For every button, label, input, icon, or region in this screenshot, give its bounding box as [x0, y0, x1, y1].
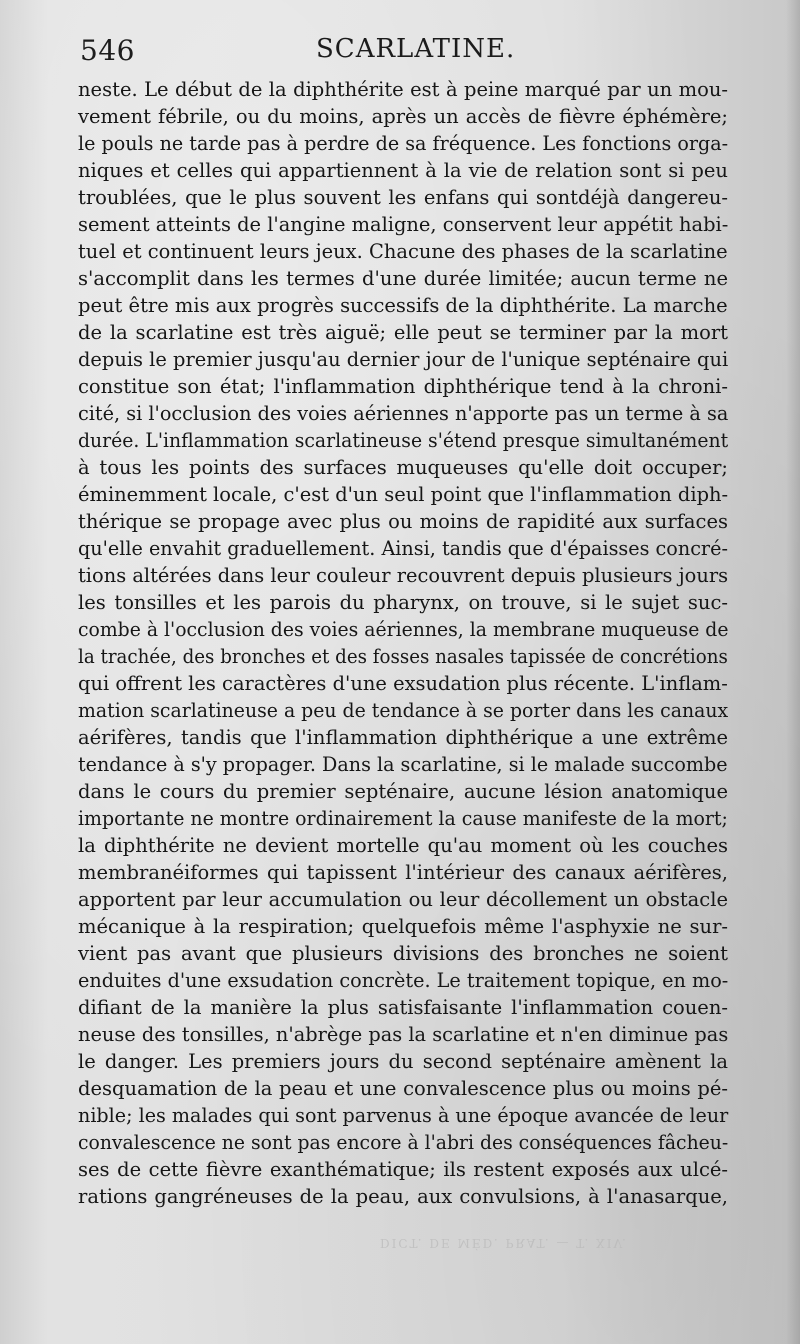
text-line: vient pas avant que plusieurs divisions des bronches ne soient [78, 942, 728, 965]
text-line: nible; les malades qui sont parvenus à une époque avancée de leur [78, 1104, 729, 1127]
text-line: à tous les points des surfaces muqueuses qu'elle doit occuper; [78, 456, 728, 479]
text-line: les tonsilles et les parois du pharynx, on trouve, si le sujet suc- [78, 591, 728, 614]
text-line: convalescence ne sont pas encore à l'abri des conséquences fâcheu- [78, 1131, 729, 1154]
page-edge-shadow [786, 0, 800, 1344]
text-line: tuel et continuent leurs jeux. Chacune des phases de la scarlatine [78, 240, 728, 263]
text-line: éminemment locale, c'est d'un seul point que l'inflammation diph- [78, 483, 729, 506]
page-number: 546 [80, 34, 135, 67]
text-line: sement atteints de l'angine maligne, conservent leur appétit habi- [78, 213, 729, 236]
text-line: s'accomplit dans les termes d'une durée limitée; aucun terme ne [78, 267, 728, 290]
text-line: dans le cours du premier septénaire, aucune lésion anatomique [78, 780, 728, 803]
text-line: combe à l'occlusion des voies aériennes, la membrane muqueuse de [78, 618, 729, 641]
text-line: enduites d'une exsudation concrète. Le traitement topique, en mo- [78, 969, 729, 992]
running-head-title: SCARLATINE. [316, 34, 516, 64]
text-line: de la scarlatine est très aiguë; elle peut se terminer par la mort [78, 321, 728, 344]
text-line: la diphthérite ne devient mortelle qu'au moment où les couches [78, 834, 728, 857]
text-line: peut être mis aux progrès successifs de la diphthérite. La marche [78, 294, 728, 317]
text-line: niques et celles qui appartiennent à la vie de relation sont si peu [78, 159, 728, 182]
text-line: rations gangréneuses de la peau, aux convulsions, à l'anasarque, [78, 1185, 728, 1208]
text-line: mation scarlatineuse a peu de tendance à se porter dans les canaux [78, 699, 729, 722]
text-line: troublées, que le plus souvent les enfans qui sontdéjà dangereu- [78, 186, 728, 209]
text-line: depuis le premier jusqu'au dernier jour de l'unique septénaire qui [78, 348, 729, 371]
text-line: apportent par leur accumulation ou leur décollement un obstacle [78, 888, 728, 911]
text-line: desquamation de la peau et une convalescence plus ou moins pé- [78, 1077, 728, 1100]
text-line: cité, si l'occlusion des voies aériennes n'apporte pas un terme à sa [78, 402, 729, 425]
text-line: vement fébrile, ou du moins, après un accès de fièvre éphémère; [78, 105, 728, 128]
text-line: qui offrent les caractères d'une exsudation plus récente. L'inflam- [78, 672, 728, 695]
text-line: le danger. Les premiers jours du second septénaire amènent la [78, 1050, 728, 1073]
text-line: neste. Le début de la diphthérite est à peine marqué par un mou- [78, 78, 728, 101]
text-line: le pouls ne tarde pas à perdre de sa fréquence. Les fonctions orga- [78, 132, 729, 155]
text-line: tendance à s'y propager. Dans la scarlatine, si le malade succombe [78, 753, 728, 776]
text-line: durée. L'inflammation scarlatineuse s'étend presque simultanément [78, 429, 729, 452]
text-line: membranéiformes qui tapissent l'intérieur des canaux aérifères, [78, 861, 728, 884]
body-text [78, 76, 728, 1210]
text-line: difiant de la manière la plus satisfaisante l'inflammation couen- [78, 996, 728, 1019]
text-line: thérique se propage avec plus ou moins de rapidité aux surfaces [78, 510, 728, 533]
text-line: la trachée, des bronches et des fosses nasales tapissée de concrétions [78, 645, 728, 668]
text-line: importante ne montre ordinairement la cause manifeste de la mort; [78, 807, 728, 830]
text-line: constitue son état; l'inflammation diphthérique tend à la chroni- [78, 375, 728, 398]
text-line: ses de cette fièvre exanthématique; ils restent exposés aux ulcé- [78, 1158, 728, 1181]
text-line: mécanique à la respiration; quelquefois même l'asphyxie ne sur- [78, 915, 728, 938]
text-line: qu'elle envahit graduellement. Ainsi, tandis que d'épaisses concré- [78, 537, 728, 560]
footer-signature-bleedthrough: DICT. DE MÉD. PRAT. — T. XIV. [380, 1236, 628, 1250]
text-line: aérifères, tandis que l'inflammation diphthérique a une extrême [78, 726, 728, 749]
page-header [78, 30, 728, 70]
text-line: neuse des tonsilles, n'abrège pas la scarlatine et n'en diminue pas [78, 1023, 729, 1046]
text-line: tions altérées dans leur couleur recouvrent depuis plusieurs jours [78, 564, 729, 587]
